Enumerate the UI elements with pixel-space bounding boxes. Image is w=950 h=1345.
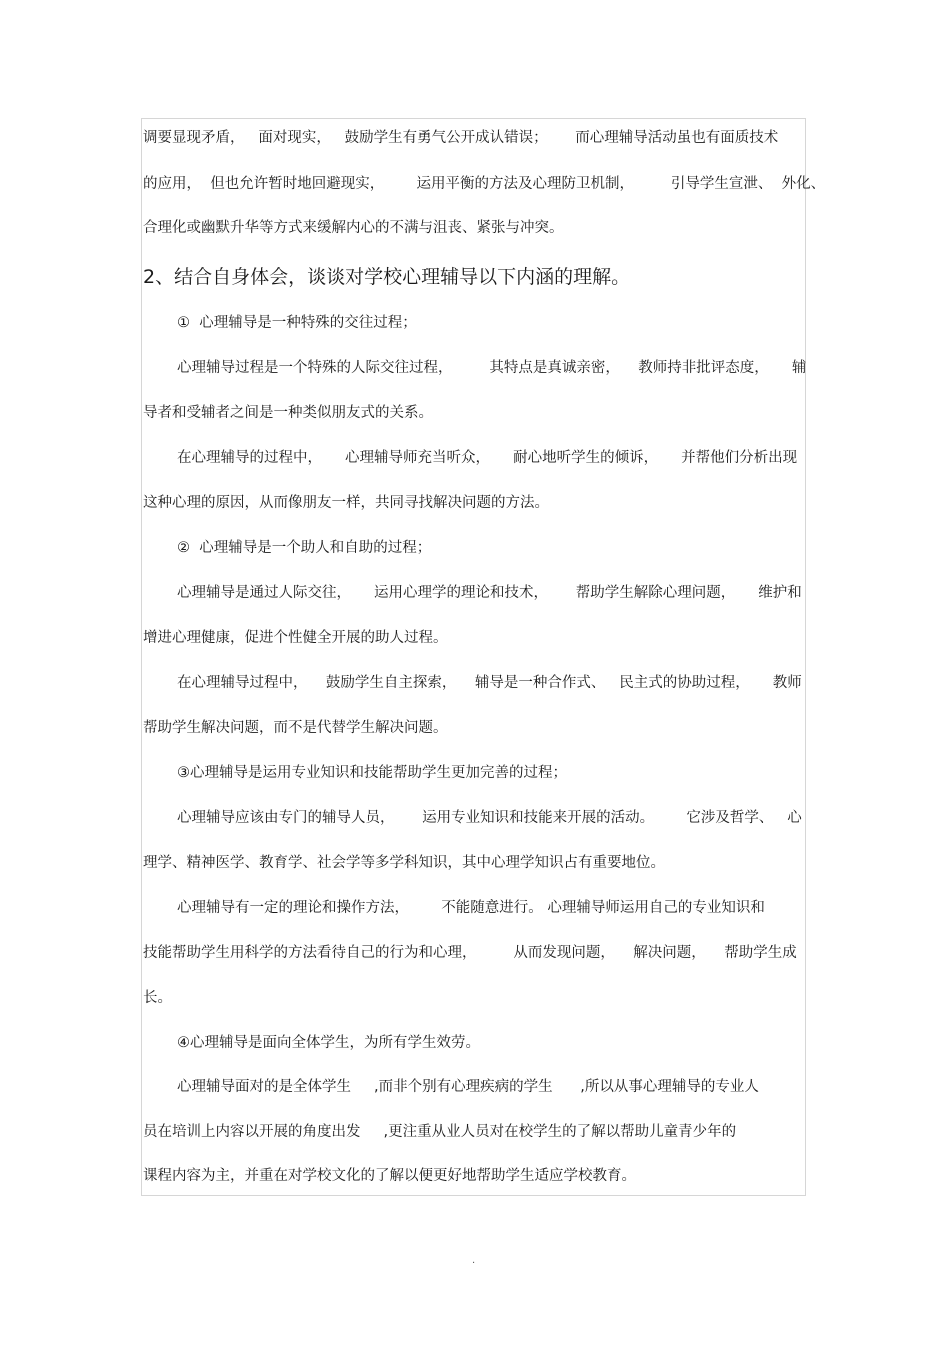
paragraph-line: 心理辅导过程是一个特殊的人际交往过程， 其特点是真诚亲密， 教师持非批评态度， 辅 (177, 360, 807, 376)
paragraph-line: 导者和受辅者之间是一种类似朋友式的关系。 (143, 405, 433, 421)
paragraph-line: 调要显现矛盾， 面对现实， 鼓励学生有勇气公开成认错误； 而心理辅导活动虽也有面质技术 (143, 130, 779, 146)
paragraph-line: 员在培训上内容以开展的角度出发 ,更注重从业人员对在校学生的了解以帮助儿童青少年的 (143, 1124, 737, 1140)
paragraph-line: 在心理辅导的过程中， 心理辅导师充当听众， 耐心地听学生的倾诉， 并帮他们分析出现 (177, 450, 798, 466)
paragraph-line: 增进心理健康，促进个性健全开展的助人过程。 (143, 630, 448, 646)
paragraph-line: 合理化或幽默升华等方式来缓解内心的不满与沮丧、紧张与冲突。 (143, 220, 564, 236)
paragraph-line: 帮助学生解决问题，而不是代替学生解决问题。 (143, 720, 448, 736)
paragraph-line: 心理辅导有一定的理论和操作方法， 不能随意进行。 心理辅导师运用自己的专业知识和 (177, 900, 765, 916)
page-marker: . (472, 1255, 476, 1266)
paragraph-line: 这种心理的原因，从而像朋友一样，共同寻找解决问题的方法。 (143, 495, 549, 511)
paragraph-line: 的应用， 但也允许暂时地回避现实， 运用平衡的方法及心理防卫机制， 引导学生宣泄、 外化、 (143, 176, 826, 192)
paragraph-line: 心理辅导面对的是全体学生 ,而非个别有心理疾病的学生 ,所以从事心理辅导的专业人 (177, 1079, 759, 1095)
section-heading: 2、结合自身体会，谈谈对学校心理辅导以下内涵的理解。 (143, 266, 631, 288)
subsection-title: ① 心理辅导是一种特殊的交往过程； (177, 315, 417, 331)
paragraph-line: 在心理辅导过程中， 鼓励学生自主探索， 辅导是一种合作式、 民主式的协助过程， 教师 (177, 675, 802, 691)
paragraph-line: 心理辅导是通过人际交往， 运用心理学的理论和技术， 帮助学生解除心理问题， 维护和 (177, 585, 802, 601)
subsection-title: ② 心理辅导是一个助人和自助的过程； (177, 540, 432, 556)
paragraph-line: 理学、精神医学、教育学、社会学等多学科知识，其中心理学知识占有重要地位。 (143, 855, 665, 871)
paragraph-line: 课程内容为主，并重在对学校文化的了解以便更好地帮助学生适应学校教育。 (143, 1168, 636, 1184)
paragraph-line: 心理辅导应该由专门的辅导人员， 运用专业知识和技能来开展的活动。 它涉及哲学、 心 (177, 810, 802, 826)
subsection-title: ③心理辅导是运用专业知识和技能帮助学生更加完善的过程； (177, 765, 567, 781)
subsection-title: ④心理辅导是面向全体学生，为所有学生效劳。 (177, 1035, 480, 1051)
paragraph-line: 技能帮助学生用科学的方法看待自己的行为和心理， 从而发现问题， 解决问题， 帮助学生成 (143, 945, 797, 961)
paragraph-line: 长。 (143, 990, 172, 1006)
